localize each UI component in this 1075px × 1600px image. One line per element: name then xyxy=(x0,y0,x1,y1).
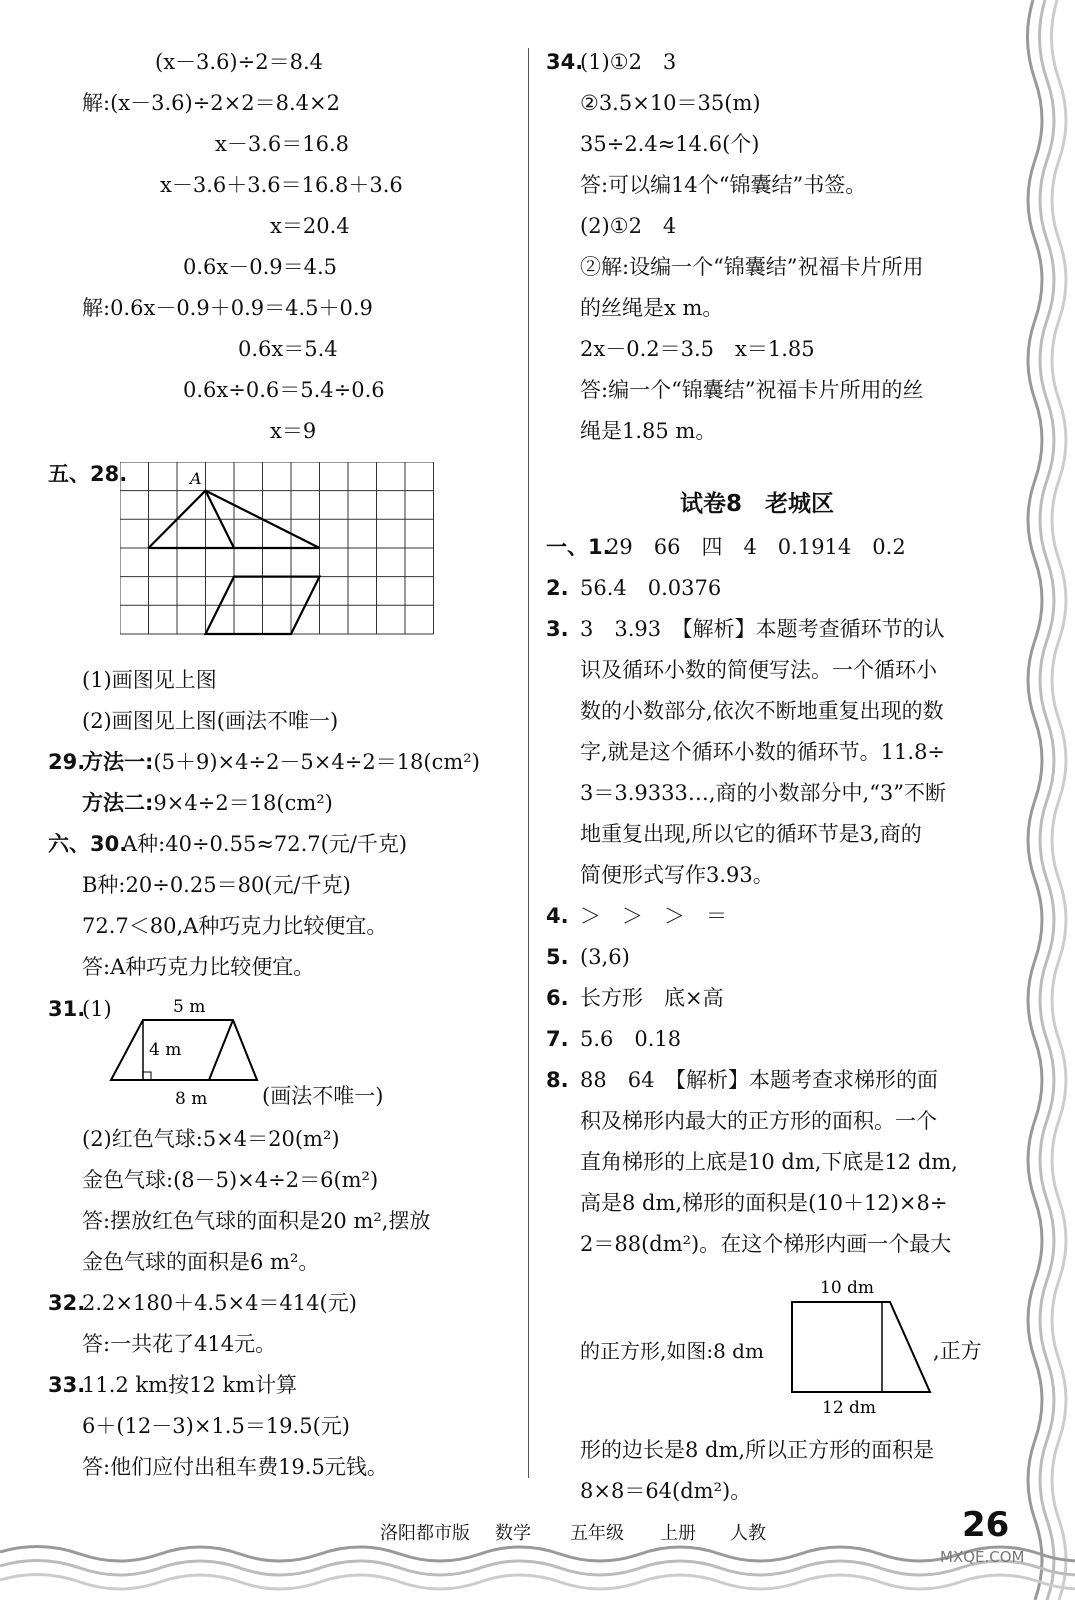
footer-publisher: 人教 xyxy=(730,1523,766,1544)
answer-line: 11.2 km按12 km计算 xyxy=(82,1373,298,1397)
equation-line: 0.6x÷0.6＝5.4÷0.6 xyxy=(183,378,385,402)
answer-line: 3＝3.9333…,商的小数部分中,“3”不断 xyxy=(580,781,947,805)
answer-line: (2)红色气球:5×4＝20(m²) xyxy=(82,1127,340,1151)
answer-line: (3,6) xyxy=(580,945,630,969)
equation-line: x－3.6＋3.6＝16.8＋3.6 xyxy=(160,173,403,197)
dimension-label: 10 dm xyxy=(820,1278,875,1298)
question-number: 7. xyxy=(546,1027,569,1051)
point-label: A xyxy=(190,469,202,488)
dimension-label: 5 m xyxy=(173,997,206,1017)
answer-line: 答:可以编14个“锦囊结”书签。 xyxy=(580,173,867,197)
answer-line: (2)①2 4 xyxy=(580,214,677,238)
grid-figure xyxy=(120,462,440,637)
question-number: 31. xyxy=(48,997,86,1021)
trapezoid-figure xyxy=(105,990,265,1110)
answer-line: 的正方形,如图:8 dm xyxy=(580,1339,764,1363)
footer-subject: 数学 xyxy=(495,1523,531,1544)
dimension-label: 8 m xyxy=(175,1089,208,1109)
watermark: MXQE.COM xyxy=(940,1548,1025,1566)
dimension-label: 4 m xyxy=(149,1040,182,1060)
answer-line: 直角梯形的上底是10 dm,下底是12 dm, xyxy=(580,1150,958,1174)
question-number: 34. xyxy=(546,50,584,74)
answer-line: 方法一:(5＋9)×4÷2－5×4÷2＝18(cm²) xyxy=(82,750,480,774)
decorative-border-right xyxy=(1013,0,1075,1600)
answer-line: 5.6 0.18 xyxy=(580,1027,682,1051)
question-number: 一、1. xyxy=(546,535,611,559)
question-number: 2. xyxy=(546,576,569,600)
answer-line: 2＝88(dm²)。在这个梯形内画一个最大 xyxy=(580,1232,952,1256)
answer-line: 答:一共花了414元。 xyxy=(82,1332,277,1356)
page-number: 26 xyxy=(962,1505,1010,1545)
answer-line: 方法二:9×4÷2＝18(cm²) xyxy=(82,791,333,815)
answer-line: 积及梯形内最大的正方形的面积。一个 xyxy=(580,1109,937,1133)
answer-line: 金色气球:(8－5)×4÷2＝6(m²) xyxy=(82,1168,379,1192)
answer-line: 6＋(12－3)×1.5＝19.5(元) xyxy=(82,1414,350,1438)
answer-line: ②解:设编一个“锦囊结”祝福卡片所用 xyxy=(580,255,924,279)
answer-line: 字,就是这个循环小数的循环节。11.8÷ xyxy=(580,740,946,764)
answer-line: 地重复出现,所以它的循环节是3,商的 xyxy=(580,822,922,846)
answer-line: 绳是1.85 m。 xyxy=(580,419,717,443)
answer-line: 答:编一个“锦囊结”祝福卡片所用的丝 xyxy=(580,378,924,402)
question-number: 33. xyxy=(48,1373,86,1397)
question-number: 32. xyxy=(48,1291,86,1315)
answer-line: 8×8＝64(dm²)。 xyxy=(580,1479,752,1503)
answer-line: 答:他们应付出租车费19.5元钱。 xyxy=(82,1455,388,1479)
answer-line: 数的小数部分,依次不断地重复出现的数 xyxy=(580,699,944,723)
equation-line: (x－3.6)÷2＝8.4 xyxy=(155,50,323,74)
answer-line: 答:摆放红色气球的面积是20 m²,摆放 xyxy=(82,1209,431,1233)
answer-line: 金色气球的面积是6 m²。 xyxy=(82,1250,320,1274)
question-number: 4. xyxy=(546,904,569,928)
answer-line: 高是8 dm,梯形的面积是(10＋12)×8÷ xyxy=(580,1191,948,1215)
answer-line: 88 64 【解析】本题考查求梯形的面 xyxy=(580,1068,938,1092)
question-number: 六、30. xyxy=(48,832,128,856)
answer-line: ②3.5×10＝35(m) xyxy=(580,91,761,115)
answer-line: (1) xyxy=(82,997,112,1021)
footer-grade: 五年级 xyxy=(570,1523,624,1544)
answer-line: 35÷2.4≈14.6(个) xyxy=(580,132,760,156)
question-number: 29. xyxy=(48,750,86,774)
dimension-label: 12 dm xyxy=(822,1398,877,1415)
question-number: 6. xyxy=(546,986,569,1010)
answer-line: 的丝绳是x m。 xyxy=(580,296,724,320)
answer-line: (1)①2 3 xyxy=(580,50,677,74)
equation-line: 解:(x－3.6)÷2×2＝8.4×2 xyxy=(82,91,340,115)
decorative-border-bottom xyxy=(0,1530,1075,1600)
answer-line: B种:20÷0.25＝80(元/千克) xyxy=(82,873,351,897)
answer-line: ,正方 xyxy=(933,1339,982,1363)
answer-line: 识及循环小数的简便写法。一个循环小 xyxy=(580,658,937,682)
answer-line: 简便形式写作3.93。 xyxy=(580,863,774,887)
answer-line: 形的边长是8 dm,所以正方形的面积是 xyxy=(580,1438,935,1462)
trapezoid-square-figure xyxy=(780,1275,940,1415)
equation-line: x＝9 xyxy=(270,419,317,443)
note: (画法不唯一) xyxy=(262,1084,384,1108)
equation-line: x＝20.4 xyxy=(270,214,350,238)
answer-line: 2x－0.2＝3.5 x＝1.85 xyxy=(580,337,815,361)
question-number: 8. xyxy=(546,1068,569,1092)
answer-line: 2.2×180＋4.5×4＝414(元) xyxy=(82,1291,357,1315)
answer-line: 72.7＜80,A种巧克力比较便宜。 xyxy=(82,914,388,938)
question-number: 五、28. xyxy=(48,462,128,486)
answer-line: 56.4 0.0376 xyxy=(580,576,722,600)
answer-line: A种:40÷0.55≈72.7(元/千克) xyxy=(122,832,408,856)
answer-line: 答:A种巧克力比较便宜。 xyxy=(82,955,315,979)
question-number: 5. xyxy=(546,945,569,969)
question-number: 3. xyxy=(546,617,569,641)
equation-line: x－3.6＝16.8 xyxy=(215,132,349,156)
answer-line: 3 3.93 【解析】本题考查循环节的认 xyxy=(580,617,945,641)
answer-line: 长方形 底×高 xyxy=(580,986,724,1010)
answer-line: ＞ ＞ ＞ ＝ xyxy=(580,904,727,928)
footer-edition: 洛阳都市版 xyxy=(380,1523,470,1544)
equation-line: 0.6x＝5.4 xyxy=(238,337,338,361)
answer-line: (2)画图见上图(画法不唯一) xyxy=(82,709,339,733)
equation-line: 解:0.6x－0.9＋0.9＝4.5＋0.9 xyxy=(82,296,373,320)
section-title: 试卷8 老城区 xyxy=(680,491,835,517)
footer-term: 上册 xyxy=(660,1523,696,1544)
answer-line: 29 66 四 4 0.1914 0.2 xyxy=(606,535,906,559)
equation-line: 0.6x－0.9＝4.5 xyxy=(183,255,338,279)
column-divider xyxy=(528,48,529,1478)
answer-line: (1)画图见上图 xyxy=(82,668,217,692)
